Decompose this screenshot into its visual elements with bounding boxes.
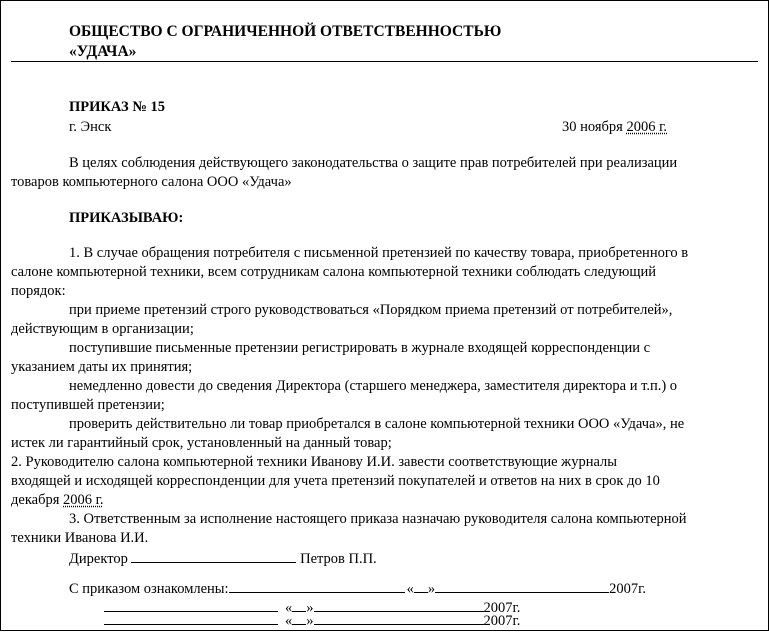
org-name-line2: «УДАЧА» (69, 43, 137, 60)
signature-name: Петров П.П. (296, 551, 377, 567)
item3-line-1: 3. Ответственным за исполнение настоящего приказа назначаю руководителя салона компьютерной (69, 511, 687, 527)
body-line: входящей и исходящей корреспонденции для учета претензий покупателей и ответов на них в срок до 10 (11, 473, 660, 489)
body-line: поступившей претензии; (11, 397, 165, 413)
body-line: истек ли гарантийный срок, установленный на данный товар; (11, 435, 392, 451)
quote-open: « (406, 581, 414, 597)
quote-close: » (306, 600, 314, 616)
signature-line (69, 548, 377, 570)
acquaint-year: 2007г. (483, 613, 521, 629)
deadline-year: 2006 г. (63, 492, 104, 508)
order-date (562, 118, 667, 138)
acquaint-name-blank (104, 610, 278, 625)
org-name-line1: ОБЩЕСТВО С ОГРАНИЧЕННОЙ ОТВЕТСТВЕННОСТЬЮ (69, 23, 502, 40)
acquaint-month-blank (435, 578, 609, 593)
body-line: 1. В случае обращения потребителя с письменной претензией по качеству товара, приобретенного в (69, 245, 689, 261)
acquaint-name-blank (229, 578, 405, 593)
order-date-year: 2006 г. (626, 119, 668, 135)
acquaint-day-blank (414, 578, 428, 593)
body-line: салоне компьютерной техники, всем сотрудникам салона компьютерной техники соблюдать следующий (11, 264, 657, 280)
acquaint-month-blank (314, 610, 484, 625)
intro-line-2: товаров компьютерного салона ООО «Удача» (11, 174, 292, 190)
quote-open: « (285, 613, 293, 629)
body-line: при приеме претензий строго руководствоваться «Порядком приема претензий от потребителей», (69, 302, 673, 318)
acquaint-label: С приказом ознакомлены: (69, 581, 229, 597)
order-date-day: 30 ноября (562, 119, 627, 135)
quote-open: « (285, 600, 293, 616)
body-line: действующим в организации; (11, 321, 194, 337)
quote-close: » (306, 613, 314, 629)
signature-blank (131, 548, 296, 563)
intro-line-1: В целях соблюдения действующего законодательства о защите прав потребителей при реализации (69, 155, 678, 171)
acquaint-year: 2007г. (609, 581, 647, 597)
signature-title: Директор (69, 551, 132, 567)
acquaint-day-blank (292, 610, 306, 625)
acquaint-row (104, 610, 520, 632)
body-line: указанием даты их принятия; (11, 359, 193, 375)
deadline-month: декабря (11, 492, 63, 508)
body-line: 2. Руководителю салона компьютерной техники Иванову И.И. завести соответствующие журналы (11, 454, 618, 470)
header-divider (11, 61, 758, 62)
acquaint-year: 2007г. (483, 600, 521, 616)
order-city: г. Энск (69, 119, 112, 135)
quote-close: » (427, 581, 436, 597)
body-line: немедленно довести до сведения Директора (старшего менеджера, заместителя директора и т.п.) о (69, 378, 678, 394)
body-line: поступившие письменные претензии регистрировать в журнале входящей корреспонденции с (69, 340, 651, 356)
item3-line-2: техники Иванова И.И. (11, 530, 149, 546)
deadline-line (11, 491, 104, 511)
decree-heading: ПРИКАЗЫВАЮ: (69, 210, 184, 226)
body-line: порядок: (11, 283, 66, 299)
order-title: ПРИКАЗ № 15 (69, 99, 166, 115)
body-line: проверить действительно ли товар приобретался в салоне компьютерной техники ООО «Удача», не (69, 416, 685, 432)
